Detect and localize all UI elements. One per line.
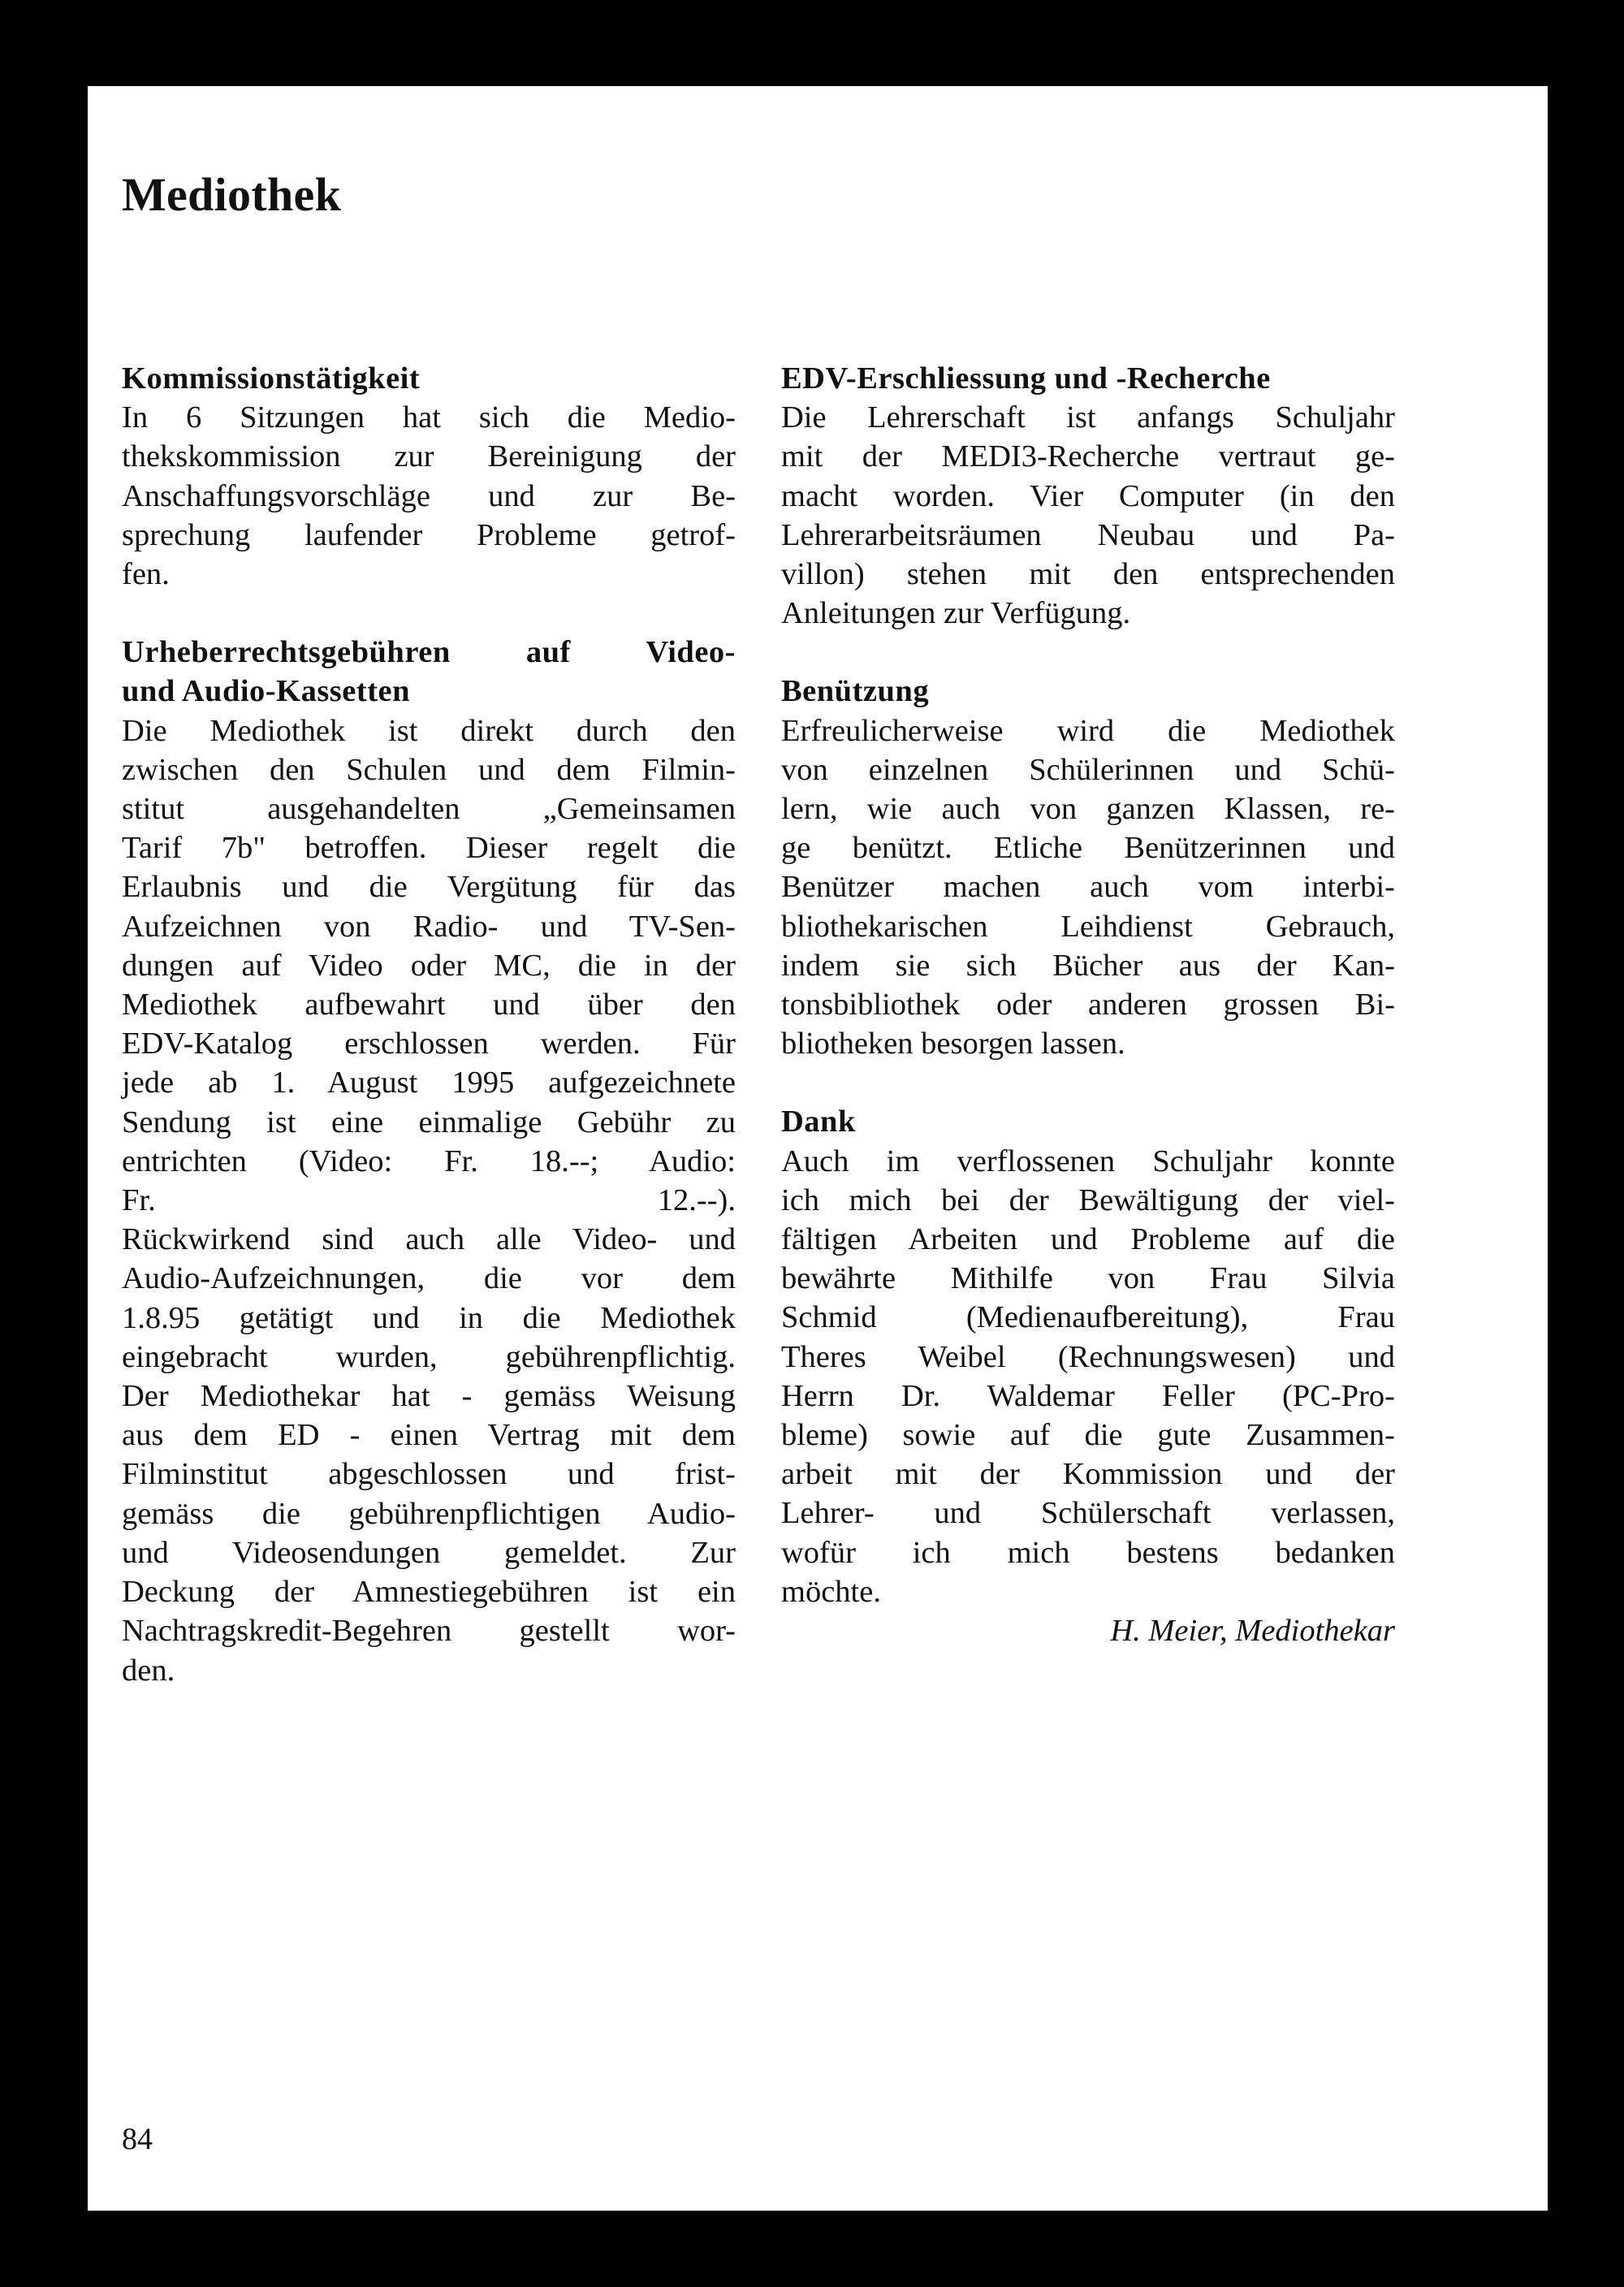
text-line: Aufzeichnen von Radio- und TV-Sen-	[122, 909, 736, 944]
text-line: Schmid (Medienaufbereitung), Frau	[781, 1300, 1395, 1335]
text-line: Sendung ist eine einmalige Gebühr zu	[122, 1105, 736, 1139]
text-line: fen.	[122, 557, 170, 592]
text-line: sprechung laufender Probleme getrof-	[122, 517, 736, 552]
text-line: Audio-Aufzeichnungen, die vor dem	[122, 1261, 736, 1296]
text-line: villon) stehen mit den entsprechenden	[781, 557, 1395, 592]
text-line: Mediothek aufbewahrt und über den	[122, 988, 736, 1022]
section-edv	[781, 359, 1395, 633]
section-heading: Dank	[781, 1105, 856, 1139]
text-line: eingebracht wurden, gebührenpflichtig.	[122, 1339, 736, 1374]
text-line: arbeit mit der Kommission und der	[781, 1457, 1395, 1492]
text-line: In 6 Sitzungen hat sich die Medio-	[122, 400, 736, 435]
text-line: Lehrerarbeitsräumen Neubau und Pa-	[781, 517, 1395, 552]
text-line: dungen auf Video oder MC, die in der	[122, 948, 736, 983]
text-line: mit der MEDI3-Recherche vertraut ge-	[781, 439, 1395, 474]
text-line: Fr. 12.--).	[122, 1183, 736, 1218]
text-line: gemäss die gebührenpflichtigen Audio-	[122, 1496, 736, 1531]
text-line: jede ab 1. August 1995 aufgezeichnete	[122, 1066, 736, 1100]
text-line: Lehrer- und Schülerschaft verlassen,	[781, 1496, 1395, 1531]
text-line: Erfreulicherweise wird die Mediothek	[781, 713, 1395, 748]
text-line: Herrn Dr. Waldemar Feller (PC-Pro-	[781, 1378, 1395, 1413]
section-heading-line: Urheberrechtsgebühren auf Video-	[122, 635, 736, 670]
page-title: Mediothek	[122, 168, 342, 221]
text-line: möchte.	[781, 1574, 881, 1609]
text-line: indem sie sich Bücher aus der Kan-	[781, 948, 1395, 983]
text-line: macht worden. Vier Computer (in den	[781, 478, 1395, 513]
text-line: Tarif 7b" betroffen. Dieser regelt die	[122, 831, 736, 866]
section-body	[781, 398, 1395, 633]
text-line: Anschaffungsvorschläge und zur Be-	[122, 478, 736, 513]
section-body	[122, 398, 736, 594]
text-line: thekskommission zur Bereinigung der	[122, 439, 736, 474]
section-body	[781, 711, 1395, 1064]
text-line: Nachtragskredit-Begehren gestellt wor-	[122, 1614, 736, 1649]
text-line: EDV-Katalog erschlossen werden. Für	[122, 1027, 736, 1061]
text-line: bliotheken besorgen lassen.	[781, 1027, 1125, 1061]
section-benuetzung	[781, 672, 1395, 1063]
text-line: Benützer machen auch vom interbi-	[781, 870, 1395, 905]
text-line: Die Lehrerschaft ist anfangs Schuljahr	[781, 400, 1395, 435]
text-line: und Videosendungen gemeldet. Zur	[122, 1535, 736, 1570]
right-column	[781, 359, 1395, 1689]
text-line: Filminstitut abgeschlossen und frist-	[122, 1457, 736, 1492]
text-line: den.	[122, 1653, 175, 1688]
text-line: bliothekarischen Leihdienst Gebrauch,	[781, 909, 1395, 944]
text-line: zwischen den Schulen und dem Filmin-	[122, 752, 736, 787]
section-heading: Kommissionstätigkeit	[122, 361, 421, 396]
section-kommission	[122, 359, 736, 594]
text-line: wofür ich mich bestens bedanken	[781, 1535, 1395, 1570]
text-line: stitut ausgehandelten „Gemeinsamen	[122, 792, 736, 827]
text-line: tonsbibliothek oder anderen grossen Bi-	[781, 988, 1395, 1022]
page-number: 84	[122, 2122, 153, 2156]
left-column	[122, 359, 736, 1729]
text-line: ich mich bei der Bewältigung der viel-	[781, 1182, 1395, 1217]
text-line: entrichten (Video: Fr. 18.--; Audio:	[122, 1144, 736, 1178]
section-heading-line: und Audio-Kassetten	[122, 674, 411, 709]
text-line: Anleitungen zur Verfügung.	[781, 596, 1131, 631]
text-line: Der Mediothekar hat - gemäss Weisung	[122, 1379, 736, 1414]
text-line: Deckung der Amnestiegebühren ist ein	[122, 1575, 736, 1610]
text-line: Erlaubnis und die Vergütung für das	[122, 870, 736, 905]
section-body	[781, 1142, 1395, 1611]
text-line: Auch im verflossenen Schuljahr konnte	[781, 1144, 1395, 1178]
text-line: fältigen Arbeiten und Probleme auf die	[781, 1222, 1395, 1257]
section-body	[122, 711, 736, 1690]
text-line: 1.8.95 getätigt und in die Mediothek	[122, 1300, 736, 1335]
text-line: Die Mediothek ist direkt durch den	[122, 713, 736, 748]
text-line: aus dem ED - einen Vertrag mit dem	[122, 1418, 736, 1453]
section-dank	[781, 1102, 1395, 1650]
section-heading: Benützung	[781, 674, 930, 709]
text-line: bleme) sowie auf die gute Zusammen-	[781, 1418, 1395, 1453]
text-line: lern, wie auch von ganzen Klassen, re-	[781, 792, 1395, 827]
text-line: Theres Weibel (Rechnungswesen) und	[781, 1339, 1395, 1374]
text-line: von einzelnen Schülerinnen und Schü-	[781, 752, 1395, 787]
text-line: bewährte Mithilfe von Frau Silvia	[781, 1261, 1395, 1296]
text-line: ge benützt. Etliche Benützerinnen und	[781, 831, 1395, 866]
section-urheberrecht	[122, 633, 736, 1689]
signature: H. Meier, Mediothekar	[1110, 1614, 1395, 1649]
section-heading: EDV-Erschliessung und -Recherche	[781, 361, 1271, 396]
text-line: Rückwirkend sind auch alle Video- und	[122, 1222, 736, 1257]
